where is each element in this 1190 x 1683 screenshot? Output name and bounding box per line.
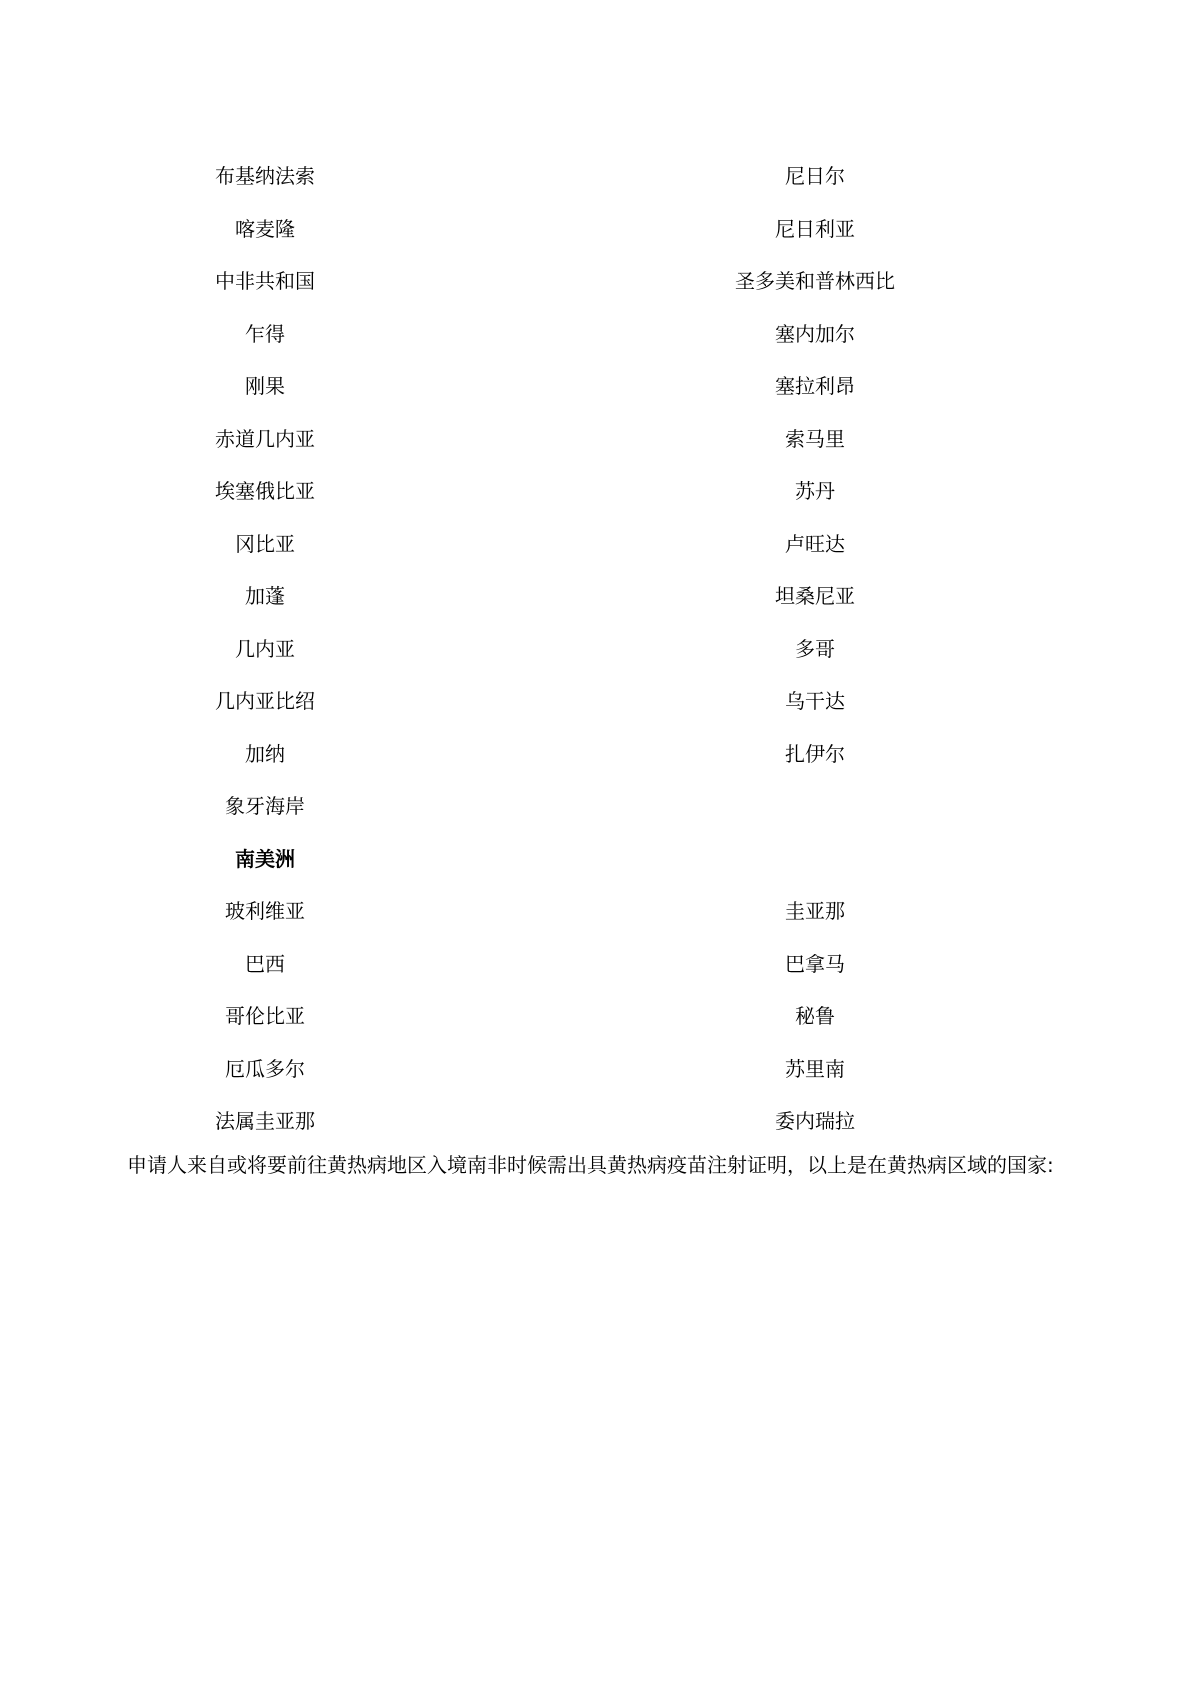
country-right: 塞拉利昂 xyxy=(775,374,855,398)
table-row xyxy=(0,1095,1190,1148)
country-right: 尼日尔 xyxy=(785,164,845,188)
country-right: 苏里南 xyxy=(785,1056,845,1081)
table-row xyxy=(0,255,1190,308)
country-right: 圭亚那 xyxy=(785,899,845,923)
country-left: 几内亚 xyxy=(235,636,295,661)
country-right: 圣多美和普林西比 xyxy=(735,269,895,293)
country-left: 喀麦隆 xyxy=(235,216,295,241)
country-left: 布基纳法索 xyxy=(215,164,315,188)
country-left: 乍得 xyxy=(245,321,285,346)
table-row xyxy=(0,308,1190,361)
country-left: 刚果 xyxy=(245,374,285,398)
country-left: 加纳 xyxy=(245,741,285,766)
table-row xyxy=(0,150,1190,203)
country-right: 委内瑞拉 xyxy=(775,1109,855,1133)
country-left: 几内亚比绍 xyxy=(215,689,315,713)
table-row xyxy=(0,623,1190,676)
table-row xyxy=(0,203,1190,256)
table-row xyxy=(0,728,1190,781)
table-row xyxy=(0,675,1190,728)
table-row xyxy=(0,465,1190,518)
country-right: 索马里 xyxy=(785,426,845,451)
table-row xyxy=(0,938,1190,991)
country-left: 加蓬 xyxy=(245,584,285,608)
table-row xyxy=(0,360,1190,413)
country-left: 赤道几内亚 xyxy=(215,426,315,451)
country-right: 秘鲁 xyxy=(795,1004,835,1028)
table-row xyxy=(0,1043,1190,1096)
country-right: 卢旺达 xyxy=(785,531,845,556)
country-left: 冈比亚 xyxy=(235,531,295,556)
section-heading: 南美洲 xyxy=(235,846,295,871)
table-row xyxy=(0,885,1190,938)
country-left: 厄瓜多尔 xyxy=(225,1056,305,1081)
country-left: 中非共和国 xyxy=(215,269,315,293)
country-right: 乌干达 xyxy=(785,689,845,713)
table-row xyxy=(0,780,1190,833)
country-right: 苏丹 xyxy=(795,479,835,503)
country-left: 法属圭亚那 xyxy=(215,1109,315,1133)
table-row xyxy=(0,990,1190,1043)
table-row xyxy=(0,518,1190,571)
country-right: 尼日利亚 xyxy=(775,216,855,241)
country-right: 坦桑尼亚 xyxy=(775,584,855,608)
note-text: 申请人来自或将要前往黄热病地区入境南非时候需出具黄热病疫苗注射证明，以上是在黄热病区域的国家: xyxy=(127,1153,1054,1177)
country-left: 埃塞俄比亚 xyxy=(215,479,315,503)
country-table xyxy=(0,150,1190,1148)
table-row xyxy=(0,413,1190,466)
table-row xyxy=(0,570,1190,623)
country-right: 扎伊尔 xyxy=(785,741,845,766)
country-left: 象牙海岸 xyxy=(225,794,305,818)
country-right: 塞内加尔 xyxy=(775,321,855,346)
section-heading-row xyxy=(0,833,1190,886)
country-left: 巴西 xyxy=(245,951,285,976)
country-left: 玻利维亚 xyxy=(225,899,305,923)
country-left: 哥伦比亚 xyxy=(225,1004,305,1028)
country-right: 巴拿马 xyxy=(785,951,845,976)
country-right: 多哥 xyxy=(795,636,835,661)
